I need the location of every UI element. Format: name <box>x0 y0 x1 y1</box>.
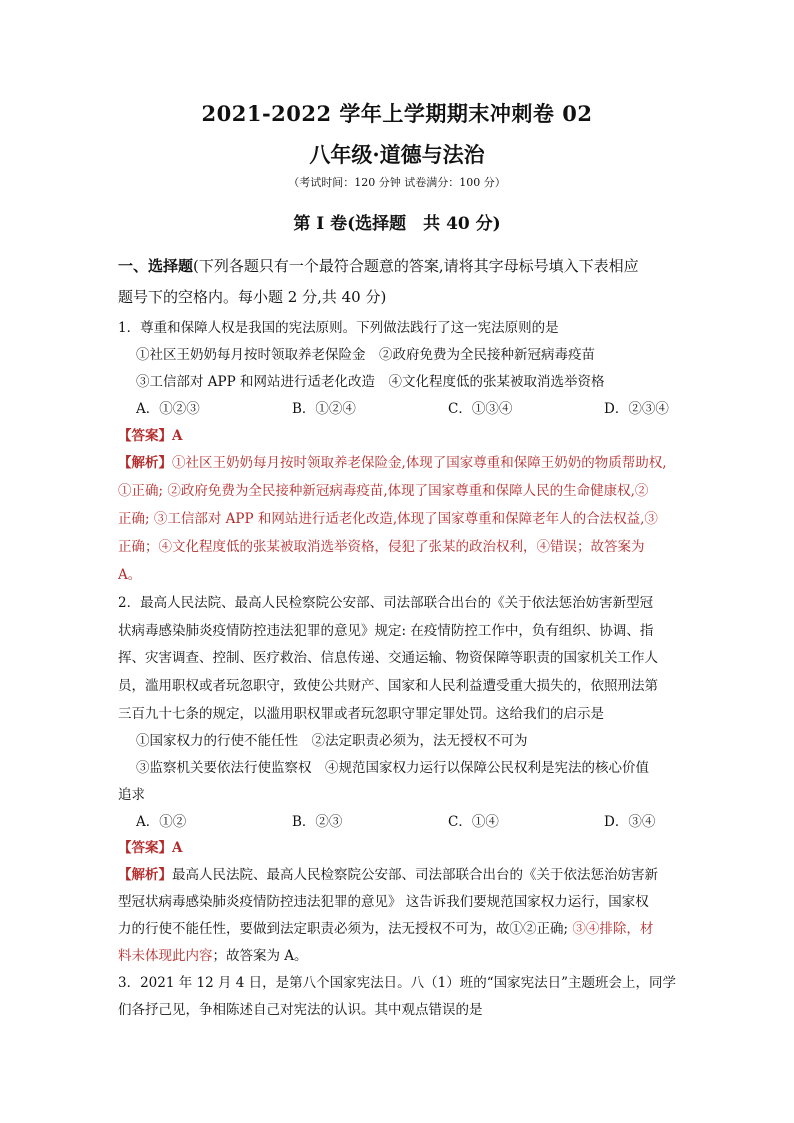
q3-stem-line1: 3．2021 年 12 月 4 日，是第八个国家宪法日。八（1）班的“国家宪法日”主题班会上，同学 <box>118 975 677 991</box>
exam-title: 2021-2022 学年上学期期末冲刺卷 02 <box>201 101 593 126</box>
q1-analysis-line1: 【解析】①社区王奶奶每月按时领取养老保险金,体现了国家尊重和保障王奶奶的物质帮助权, <box>118 455 667 471</box>
q1-item-line2: ③工信部对 APP 和网站进行适老化改造 ④文化程度低的张某被取消选举资格 <box>136 374 605 390</box>
section-instruction-line2: 题号下的空格内。每小题 2 分,共 40 分) <box>118 288 387 306</box>
q2-option-d: D．③④ <box>604 814 656 830</box>
subject-title: 八年级·道德与法治 <box>309 142 485 167</box>
q2-item-line2: ③监察机关要依法行使监察权 ④规范国家权力运行以保障公民权利是宪法的核心价值 <box>136 760 649 776</box>
q2-stem-line1: 2．最高人民法院、最高人民检察院公安部、司法部联合出台的《关于依法惩治妨害新型冠 <box>118 595 654 611</box>
q1-item-line1: ①社区王奶奶每月按时领取养老保险金 ②政府免费为全民接种新冠病毒疫苗 <box>136 347 595 363</box>
q2-stem-line4: 员，滥用职权或者玩忽职守，致使公共财产、国家和人民利益遭受重大损失的，依照刑法第 <box>118 678 658 694</box>
q2-analysis-line2: 型冠状病毒感染肺炎疫情防控违法犯罪的意见》 这告诉我们要规范国家权力运行，国家权 <box>118 894 649 910</box>
q1-option-a: A．①②③ <box>136 401 200 417</box>
exam-info: （考试时间：120 分钟 试卷满分：100 分） <box>288 176 506 189</box>
q1-answer: 【答案】A <box>118 428 183 444</box>
q2-stem-line3: 挥、灾害调查、控制、医疗救治、信息传递、交通运输、物资保障等职责的国家机关工作人 <box>118 650 658 666</box>
q2-analysis-line1: 【解析】最高人民法院、最高人民检察院公安部、司法部联合出台的《关于依法惩治妨害新 <box>118 867 658 883</box>
section-heading: 一、选择题 <box>118 257 194 275</box>
q2-option-c: C．①④ <box>448 814 499 830</box>
q1-analysis-line3: 正确; ③工信部对 APP 和网站进行适老化改造,体现了国家尊重和保障老年人的合法权益,③ <box>118 511 658 527</box>
q1-analysis-line4: 正确；④文化程度低的张某被取消选举资格，侵犯了张某的政治权利，④错误；故答案为 <box>118 539 645 555</box>
q1-analysis-line5: A。 <box>118 567 142 583</box>
q2-stem-line5: 三百九十七条的规定，以滥用职权罪或者玩忽职守罪定罪处罚。这给我们的启示是 <box>118 706 604 722</box>
q2-item-line3: 追求 <box>118 787 145 803</box>
q2-answer: 【答案】A <box>118 840 183 856</box>
q2-stem-line2: 状病毒感染肺炎疫情防控违法犯罪的意见》规定: 在疫情防控工作中，负有组织、协调、指 <box>118 623 654 639</box>
q2-item-line1: ①国家权力的行使不能任性 ②法定职责必须为，法无授权不可为 <box>136 733 528 749</box>
q1-analysis-line2: ①正确; ②政府免费为全民接种新冠病毒疫苗,体现了国家尊重和保障人民的生命健康权,② <box>118 483 649 499</box>
q1-option-d: D．②③④ <box>604 401 669 417</box>
section-instruction-line1: 一、选择题(下列各题只有一个最符合题意的答案,请将其字母标号填入下表相应 <box>118 257 639 275</box>
volume-heading: 第 I 卷(选择题 共 40 分) <box>293 214 501 234</box>
q2-analysis-line4: 料未体现此内容；故答案为 A。 <box>118 948 308 964</box>
q1-option-c: C．①③④ <box>448 401 513 417</box>
q2-analysis-line3: 力的行使不能任性，要做到法定职责必须为，法无授权不可为，故①②正确; ③④排除，材 <box>118 921 654 937</box>
q2-option-a: A．①② <box>136 814 187 830</box>
q3-stem-line2: 们各抒己见，争相陈述自己对宪法的认识。其中观点错误的是 <box>118 1002 483 1018</box>
q1-stem: 1．尊重和保障人权是我国的宪法原则。下列做法践行了这一宪法原则的是 <box>118 320 559 336</box>
q1-option-b: B．①②④ <box>292 401 356 417</box>
q2-option-b: B．②③ <box>292 814 343 830</box>
